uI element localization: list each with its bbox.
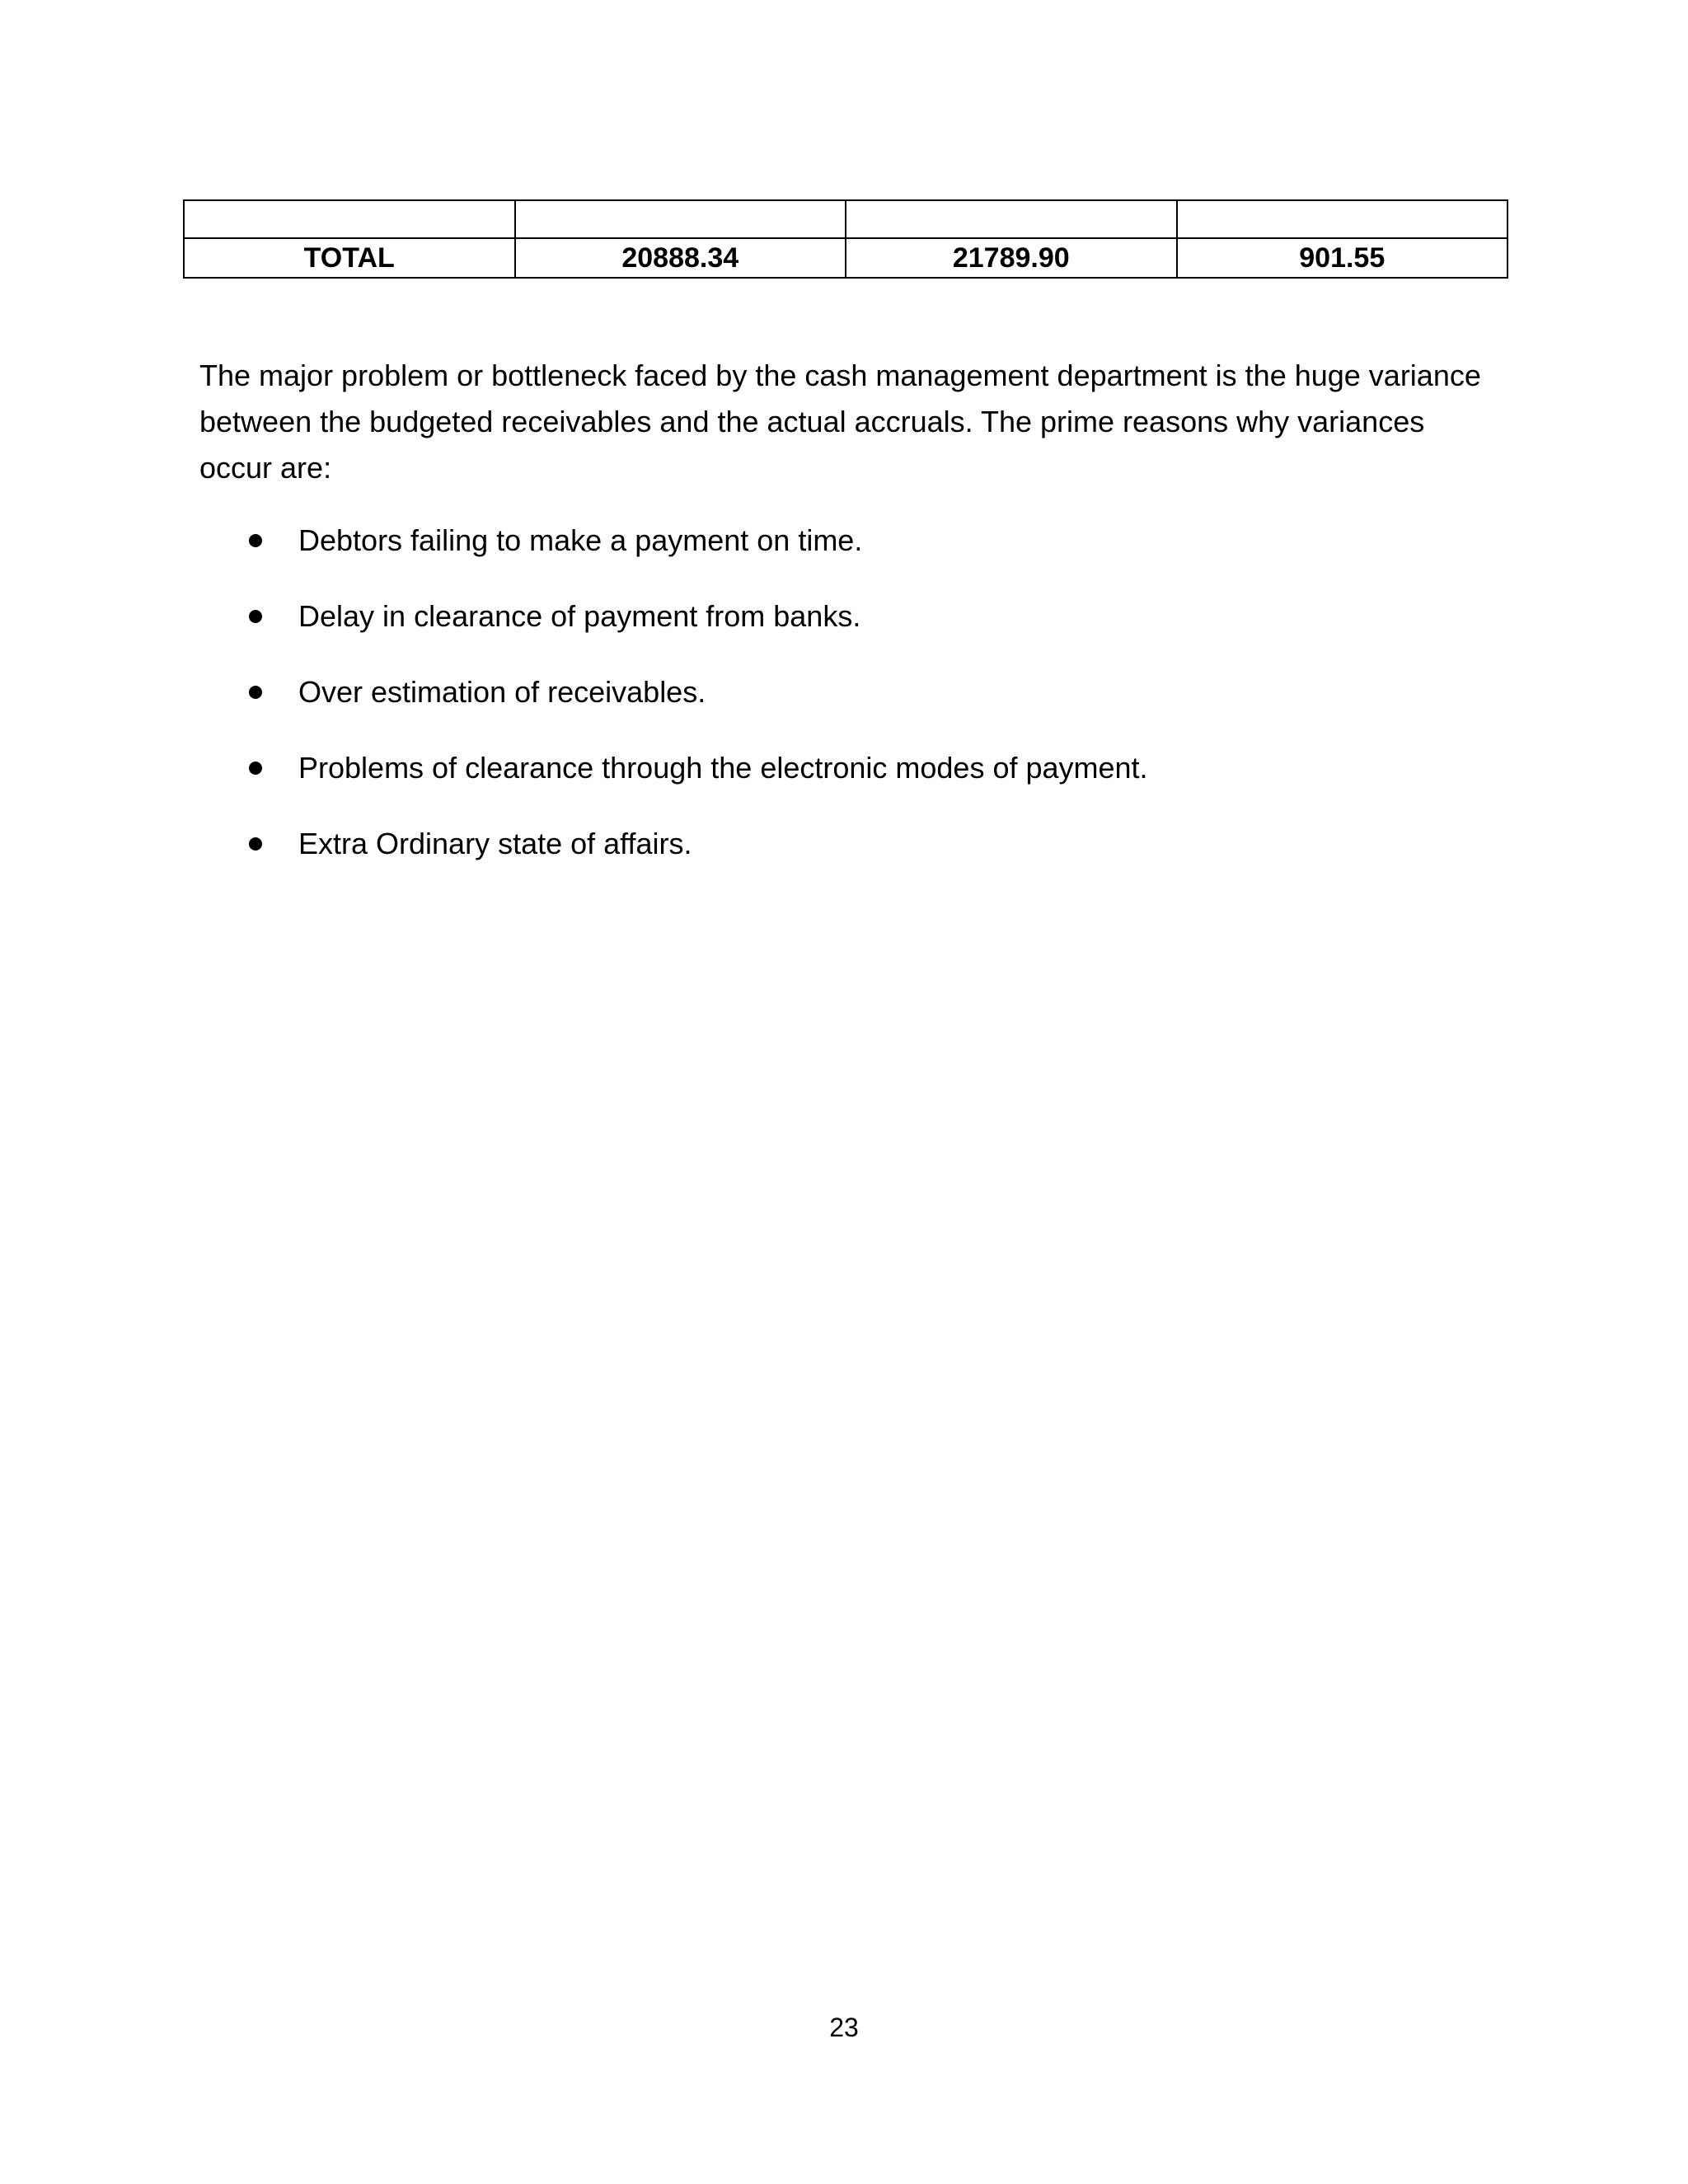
total-label-cell: TOTAL <box>184 238 515 278</box>
total-actual-cell: 21789.90 <box>846 238 1177 278</box>
list-item-text: Extra Ordinary state of affairs. <box>298 827 692 860</box>
list-item <box>199 821 1502 897</box>
table-cell <box>846 200 1177 238</box>
list-item-text: Debtors failing to make a payment on time. <box>298 523 863 557</box>
list-item <box>199 593 1502 669</box>
bullet-icon <box>249 686 262 699</box>
body-paragraph: The major problem or bottleneck faced by the cash management department is the huge variance between the budgeted receivables and the actual accruals. The prime reasons why variances occur are: <box>199 359 1481 485</box>
total-budgeted-cell: 20888.34 <box>515 238 846 278</box>
list-item <box>199 669 1502 745</box>
table-cell <box>515 200 846 238</box>
list-item <box>199 518 1502 593</box>
list-item-text: Over estimation of receivables. <box>298 675 706 709</box>
list-item-text: Delay in clearance of payment from banks. <box>298 599 861 633</box>
reasons-list <box>199 518 1502 897</box>
table-cell <box>1177 200 1508 238</box>
variance-summary-table <box>183 199 1508 279</box>
bullet-icon <box>249 610 262 623</box>
list-item-text: Problems of clearance through the electronic modes of payment. <box>298 751 1148 785</box>
bullet-icon <box>249 534 262 547</box>
total-variance-cell: 901.55 <box>1177 238 1508 278</box>
list-item <box>199 745 1502 821</box>
bullet-icon <box>249 762 262 775</box>
table-row <box>184 200 1507 238</box>
table-cell <box>184 200 515 238</box>
bullet-icon <box>249 837 262 851</box>
page-number: 23 <box>829 2013 859 2042</box>
table-row-total <box>184 238 1507 278</box>
